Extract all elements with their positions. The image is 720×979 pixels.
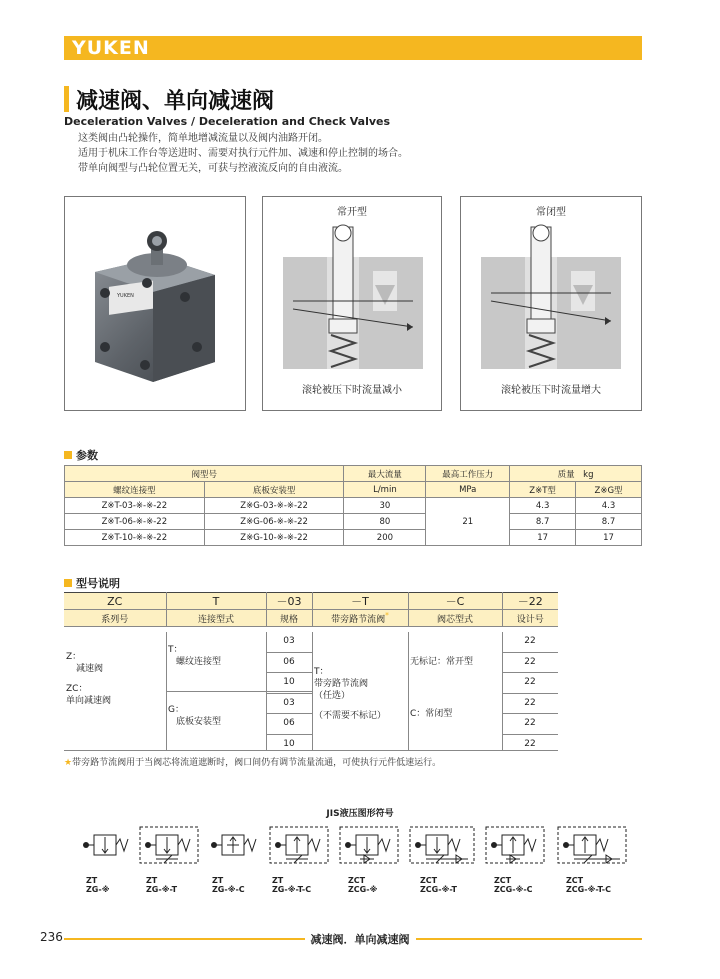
table-row xyxy=(65,514,642,530)
section-marker xyxy=(64,451,72,459)
bypass-footnote xyxy=(64,755,441,768)
spool-none-mark: 无标记： xyxy=(410,657,447,667)
mass-g-header: Z※G型 xyxy=(576,482,642,498)
jis-label-bottom: ZCG xyxy=(494,885,513,894)
spool-c-desc: 常闭型 xyxy=(425,709,453,719)
pressure-unit: MPa xyxy=(426,482,510,498)
subplate-model: Z※G-03-※-※-22 xyxy=(204,498,344,514)
spool-option-open xyxy=(410,654,473,667)
model-section-title: 型号说明 xyxy=(76,577,120,590)
label-connection: 连接型式 xyxy=(166,610,266,627)
jis-label-top: ZCT xyxy=(420,876,438,885)
jis-label-7 xyxy=(494,876,533,894)
mass-g-value: 4.3 xyxy=(576,498,642,514)
label-bypass-text: 带旁路节流阀 xyxy=(331,615,386,625)
series-zc-desc: 单向减速阀 xyxy=(66,696,112,706)
jis-label-suffix: -※-C xyxy=(224,885,245,894)
params-header-row xyxy=(65,466,642,482)
params-section-title: 参数 xyxy=(76,449,98,462)
jis-label-2 xyxy=(146,876,177,894)
jis-label-6 xyxy=(420,876,457,894)
params-table xyxy=(64,465,642,546)
table-row xyxy=(65,498,642,514)
max-pressure-value: 21 xyxy=(426,498,510,546)
star-mark: * xyxy=(385,611,389,620)
mass-g-value: 17 xyxy=(576,530,642,546)
threaded-model: Z※T-10-※-※-22 xyxy=(65,530,205,546)
label-bypass xyxy=(312,610,408,627)
series-options xyxy=(64,651,166,707)
series-z-code: Z： xyxy=(66,652,82,662)
spool-none-desc: 常开型 xyxy=(446,657,474,667)
jis-label-top: ZCT xyxy=(494,876,512,885)
spool-option-closed xyxy=(410,706,452,719)
model-code-table xyxy=(64,592,558,627)
params-section-heading xyxy=(64,447,98,463)
brand-logo: YUKEN xyxy=(72,37,150,59)
footnote-text: 带旁路节流阀用于当阀芯将流道遮断时，阀口间仍有调节流量流通，可使执行元件低速运行。 xyxy=(72,758,442,768)
jis-label-top: ZT xyxy=(86,876,98,885)
product-photo-panel xyxy=(64,196,246,411)
size-options xyxy=(266,632,312,754)
jis-symbol-7 xyxy=(484,823,546,869)
normally-open-title: 常开型 xyxy=(337,207,367,218)
footer-title xyxy=(0,931,720,947)
code-series: ZC xyxy=(64,593,166,610)
nameplate-text: YUKEN xyxy=(117,293,134,299)
design-option: 22 xyxy=(524,738,536,749)
normally-closed-panel xyxy=(460,196,642,411)
jis-label-top: ZCT xyxy=(566,876,584,885)
jis-label-top: ZT xyxy=(212,876,224,885)
size-option: 06 xyxy=(266,714,312,735)
jis-label-top: ZCT xyxy=(348,876,366,885)
intro-line: 这类阀由凸轮操作，简单地增减流量以及阀内油路开闭。 xyxy=(78,133,328,144)
code-design: －22 xyxy=(502,593,558,610)
page-subtitle: Deceleration Valves / Deceleration and Check Valves xyxy=(64,115,391,128)
jis-label-bottom: ZG xyxy=(212,885,225,894)
footer-title-text: 减速阀．单向减速阀 xyxy=(305,933,416,946)
model-options-area xyxy=(64,632,558,751)
jis-label-bottom: ZCG xyxy=(420,885,439,894)
jis-label-top: ZT xyxy=(146,876,158,885)
header-bar xyxy=(64,36,642,60)
valve-type-header: 阀型号 xyxy=(65,466,344,482)
size-option: 03 xyxy=(266,694,312,715)
normally-open-caption: 滚轮被压下时流量减小 xyxy=(302,385,402,396)
jis-label-1 xyxy=(86,876,109,894)
jis-symbol-4 xyxy=(268,823,330,869)
normally-closed-caption: 滚轮被压下时流量增大 xyxy=(501,385,601,396)
model-code-row xyxy=(64,593,558,610)
section-marker xyxy=(64,579,72,587)
max-pressure-header: 最高工作压力 xyxy=(426,466,510,482)
mass-t-value: 4.3 xyxy=(510,498,576,514)
jis-label-bottom: ZCG xyxy=(348,885,367,894)
jis-label-4 xyxy=(272,876,311,894)
jis-label-bottom: ZG xyxy=(86,885,99,894)
max-flow-header: 最大流量 xyxy=(344,466,426,482)
page-title: 减速阀、单向减速阀 xyxy=(76,89,275,114)
intro-line: 适用于机床工作台等送进时、需要对执行元件加、减速和停止控制的场合。 xyxy=(78,148,408,159)
mass-header: 质量 kg xyxy=(510,466,642,482)
design-option: 22 xyxy=(502,673,558,694)
jis-label-3 xyxy=(212,876,245,894)
bypass-code: T： xyxy=(314,667,329,677)
jis-label-8 xyxy=(566,876,611,894)
design-option: 22 xyxy=(502,694,558,715)
jis-label-5 xyxy=(348,876,377,894)
size-option: 03 xyxy=(266,632,312,653)
table-row xyxy=(65,530,642,546)
design-option: 22 xyxy=(502,653,558,674)
code-spool: －C xyxy=(408,593,502,610)
jis-symbol-8 xyxy=(556,823,628,869)
valve-photo-illustration xyxy=(65,197,245,410)
jis-section-title: JIS液压图形符号 xyxy=(326,809,394,819)
normally-closed-title: 常闭型 xyxy=(536,207,566,218)
conn-t-code: T： xyxy=(168,645,183,655)
design-option: 22 xyxy=(502,714,558,735)
normally-open-section-diagram xyxy=(283,223,423,371)
jis-label-bottom: ZG xyxy=(272,885,285,894)
threaded-model: Z※T-03-※-※-22 xyxy=(65,498,205,514)
mass-t-value: 17 xyxy=(510,530,576,546)
jis-label-suffix: -※-T xyxy=(438,885,457,894)
size-option: 10 xyxy=(283,738,295,749)
intro-text xyxy=(78,131,408,176)
jis-label-suffix: -※-C xyxy=(512,885,533,894)
size-option: 06 xyxy=(266,653,312,674)
connection-option-g xyxy=(168,704,221,728)
flow-unit: L/min xyxy=(344,482,426,498)
normally-open-panel xyxy=(262,196,442,411)
code-connection: T xyxy=(166,593,266,610)
code-bypass: －T xyxy=(312,593,408,610)
bypass-desc: 带旁路节流阀 xyxy=(314,679,369,689)
max-flow-value: 200 xyxy=(344,530,426,546)
bypass-optional: （任选） xyxy=(314,691,351,701)
jis-symbol-1 xyxy=(80,823,132,869)
design-option: 22 xyxy=(502,632,558,653)
mass-t-header: Z※T型 xyxy=(510,482,576,498)
jis-label-suffix: -※ xyxy=(366,885,378,894)
code-size: －03 xyxy=(266,593,312,610)
jis-label-suffix: -※-T-C xyxy=(584,885,611,894)
connection-option-t xyxy=(168,644,221,668)
jis-label-suffix: -※ xyxy=(98,885,110,894)
label-size: 规格 xyxy=(266,610,312,627)
label-series: 系列号 xyxy=(64,610,166,627)
jis-symbol-2 xyxy=(138,823,200,869)
jis-label-bottom: ZG xyxy=(146,885,159,894)
jis-label-suffix: -※-T-C xyxy=(284,885,312,894)
model-section-heading xyxy=(64,575,120,591)
design-options xyxy=(502,632,558,754)
max-flow-value: 80 xyxy=(344,514,426,530)
conn-g-desc: 底板安装型 xyxy=(176,717,222,727)
label-spool: 阀芯型式 xyxy=(408,610,502,627)
label-design: 设计号 xyxy=(502,610,558,627)
normally-closed-section-diagram xyxy=(481,223,621,371)
star-mark: ★ xyxy=(64,758,73,768)
mass-g-value: 8.7 xyxy=(576,514,642,530)
bypass-options xyxy=(314,666,386,722)
threaded-model: Z※T-06-※-※-22 xyxy=(65,514,205,530)
conn-t-desc: 螺纹连接型 xyxy=(176,657,222,667)
model-label-row xyxy=(64,610,558,627)
conn-g-code: G： xyxy=(168,705,184,715)
max-flow-value: 30 xyxy=(344,498,426,514)
jis-label-suffix: -※-T xyxy=(158,885,178,894)
page-number: 236 xyxy=(40,930,63,944)
jis-symbol-5 xyxy=(338,823,400,869)
subplate-model: Z※G-10-※-※-22 xyxy=(204,530,344,546)
intro-line: 带单向阀型与凸轮位置无关，可获与控液流反向的自由液流。 xyxy=(78,163,348,174)
bypass-none: （不需要不标记） xyxy=(314,711,387,721)
jis-label-top: ZT xyxy=(272,876,284,885)
params-subheader-row xyxy=(65,482,642,498)
series-z-desc: 减速阀 xyxy=(76,664,104,674)
threaded-header: 螺纹连接型 xyxy=(65,482,205,498)
mass-t-value: 8.7 xyxy=(510,514,576,530)
jis-symbol-6 xyxy=(408,823,476,869)
jis-label-bottom: ZCG xyxy=(566,885,585,894)
subplate-header: 底板安装型 xyxy=(204,482,344,498)
jis-symbol-3 xyxy=(208,823,260,869)
title-marker xyxy=(64,86,69,112)
subplate-model: Z※G-06-※-※-22 xyxy=(204,514,344,530)
series-zc-code: ZC： xyxy=(66,684,88,694)
size-option: 10 xyxy=(266,673,312,694)
spool-c-code: C： xyxy=(410,709,426,719)
